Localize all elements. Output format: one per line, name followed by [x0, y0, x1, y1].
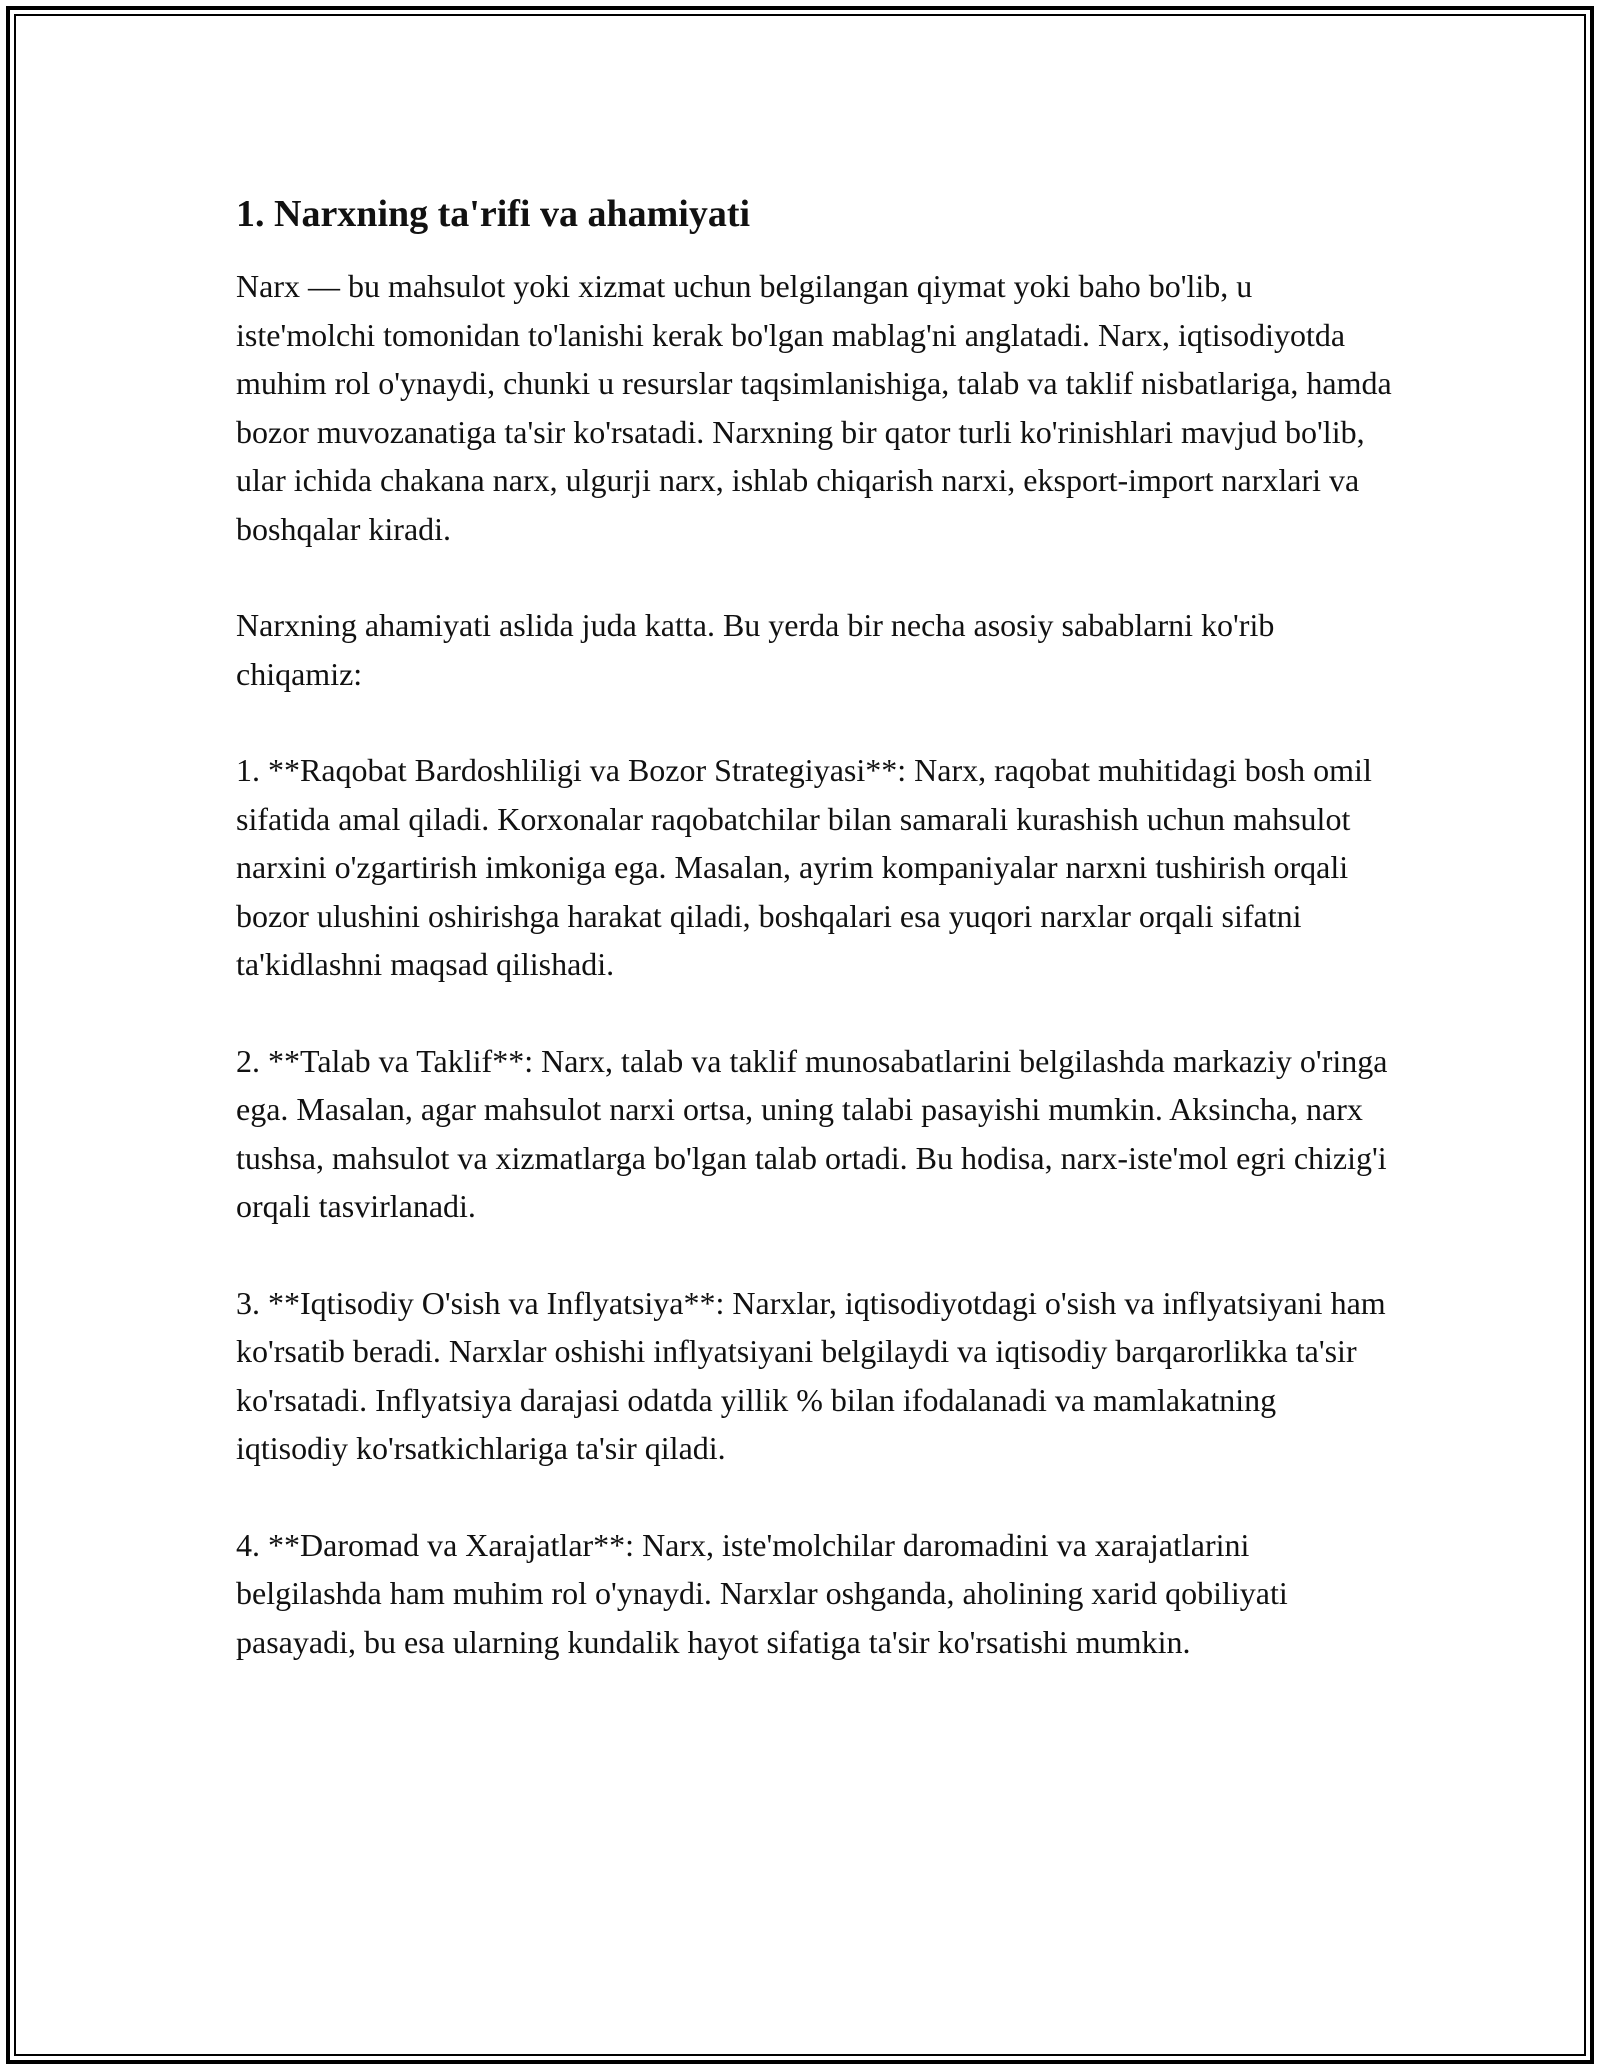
list-item-competition: 1. **Raqobat Bardoshliligi va Bozor Strategiyasi**: Narx, raqobat muhitidagi bosh omil sifatida amal qiladi. Korxonalar raqobatchilar bilan samarali kurashish uchun mahsulot narxini o'zgartirish imkoniga ega. Masalan, ayrim kompaniyalar narxni tushirish orqali bozor ulushini oshirishga harakat qiladi, boshqalari esa yuqori narxlar orqali sifatni ta'kidlashni maqsad qilishadi.	[236, 752, 1372, 982]
list-item-supply-demand: 2. **Talab va Taklif**: Narx, talab va taklif munosabatlarini belgilashda markaziy o'ringa ega. Masalan, agar mahsulot narxi ortsa, uning talabi pasayishi mumkin. Aksincha, narx tushsa, mahsulot va xizmatlarga bo'lgan talab ortadi. Bu hodisa, narx-iste'mol egri chizig'i orqali tasvirlanadi.	[236, 1042, 1388, 1224]
paragraph-definition: Narx — bu mahsulot yoki xizmat uchun belgilangan qiymat yoki baho bo'lib, u iste'molchi tomonidan to'lanishi kerak bo'lgan mablag'ni anglatadi. Narx, iqtisodiyotda muhim rol o'ynaydi, chunki u resurslar taqsimlanishiga, talab va taklif nisbatlariga, hamda bozor muvozanatiga ta'sir ko'rsatadi. Narxning bir qator turli ko'rinishlari mavjud bo'lib, ular ichida chakana narx, ulgurji narx, ishlab chiqarish narxi, eksport-import narxlari va boshqalar kiradi.	[236, 268, 1392, 547]
document-body	[236, 186, 1396, 1714]
paragraph-importance-intro: Narxning ahamiyati aslida juda katta. Bu yerda bir necha asosiy sabablarni ko'rib chiqamiz:	[236, 607, 1275, 692]
list-item-income-expenses: 4. **Daromad va Xarajatlar**: Narx, iste'molchilar daromadini va xarajatlarini belgilashda ham muhim rol o'ynaydi. Narxlar oshganda, aholining xarid qobiliyati pasayadi, bu esa ularning kundalik hayot sifatiga ta'sir ko'rsatishi mumkin.	[236, 1526, 1288, 1660]
section-heading: 1. Narxning ta'rifi va ahamiyati	[236, 193, 751, 235]
list-item-growth-inflation: 3. **Iqtisodiy O'sish va Inflyatsiya**: Narxlar, iqtisodiyotdagi o'sish va inflyatsiyani ham ko'rsatib beradi. Narxlar oshishi inflyatsiyani belgilaydi va iqtisodiy barqarorlikka ta'sir ko'rsatadi. Inflyatsiya darajasi odatda yillik % bilan ifodalanadi va mamlakatning iqtisodiy ko'rsatkichlariga ta'sir qiladi.	[236, 1284, 1386, 1466]
